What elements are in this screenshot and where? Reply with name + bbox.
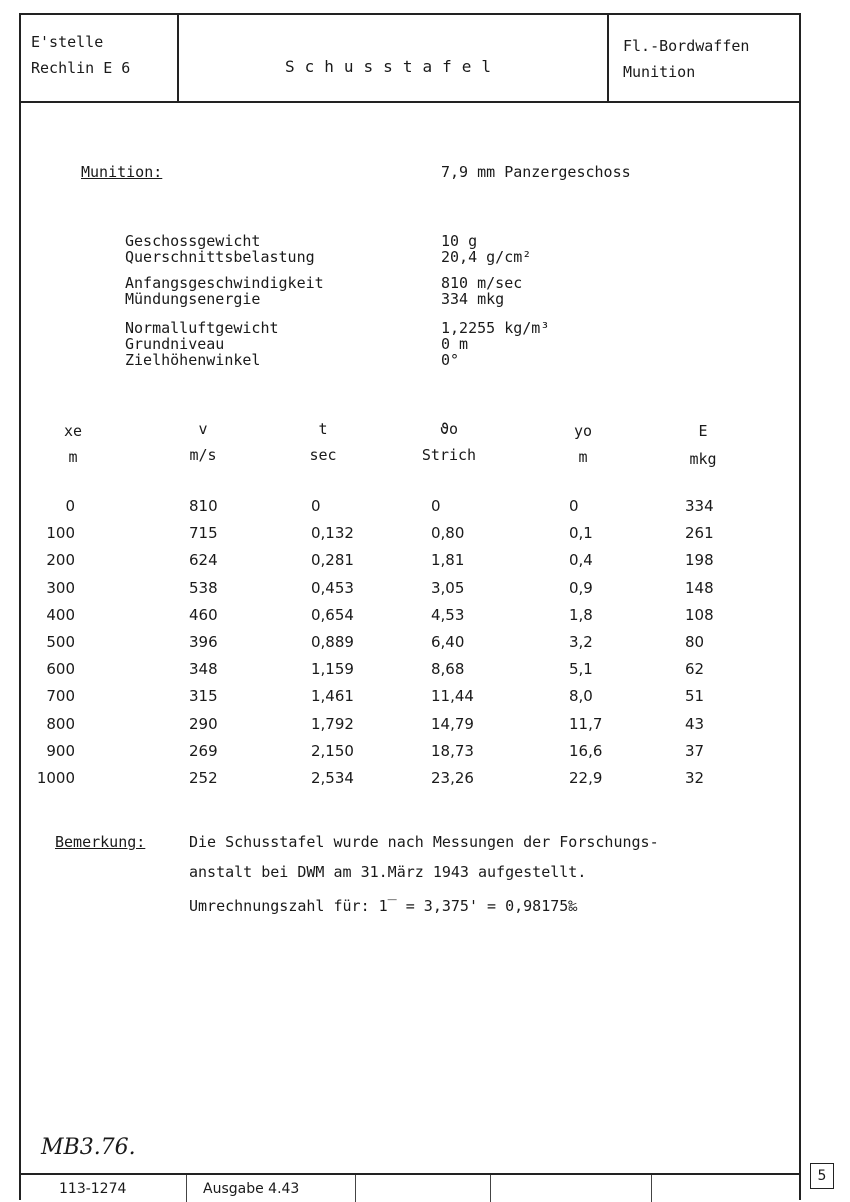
office-cell <box>21 15 179 101</box>
cell-angle: 0,80 <box>431 524 465 542</box>
cell-angle: 0 <box>431 497 441 515</box>
cell-range: 500 <box>46 633 75 651</box>
remarks-line-1: Die Schusstafel wurde nach Messungen der Forschungs- <box>189 833 659 851</box>
cell-time: 2,150 <box>311 742 354 760</box>
cell-height: 0 <box>569 497 579 515</box>
cell-energy: 62 <box>685 660 705 678</box>
document-frame <box>19 13 801 1200</box>
remarks-label: Bemerkung: <box>55 833 146 851</box>
cell-angle: 3,05 <box>431 579 465 597</box>
office-line-1: E'stelle <box>31 33 104 51</box>
cell-energy: 148 <box>685 579 714 597</box>
cell-energy: 32 <box>685 769 705 787</box>
spec-label-air-density: Normalluftgewicht <box>125 319 279 337</box>
cell-velocity: 315 <box>189 687 218 705</box>
category-line-2: Munition <box>623 63 696 81</box>
cell-velocity: 396 <box>189 633 218 651</box>
office-line-2: Rechlin E 6 <box>31 59 131 77</box>
spec-label-elevation-angle: Zielhöhenwinkel <box>125 351 261 369</box>
spec-value-air-density: 1,2255 kg/m³ <box>441 319 550 337</box>
cell-height: 1,8 <box>569 606 593 624</box>
cell-range: 600 <box>46 660 75 678</box>
cell-time: 0,281 <box>311 551 354 569</box>
spec-value-muzzle-energy: 334 mkg <box>441 290 505 308</box>
spec-value-muzzle-velocity: 810 m/sec <box>441 274 523 292</box>
cell-time: 1,159 <box>311 660 354 678</box>
spec-value-elevation-angle: 0° <box>441 351 460 369</box>
cell-time: 1,461 <box>311 687 354 705</box>
footer-edition-cell <box>187 1175 356 1202</box>
cell-energy: 80 <box>685 633 705 651</box>
cell-time: 2,534 <box>311 769 354 787</box>
col-symbol-height: yo <box>573 422 593 440</box>
document-footer <box>21 1173 799 1202</box>
page-number: 5 <box>810 1163 834 1189</box>
cell-velocity: 290 <box>189 715 218 733</box>
cell-time: 0,889 <box>311 633 354 651</box>
cell-angle: 11,44 <box>431 687 474 705</box>
cell-velocity: 810 <box>189 497 218 515</box>
cell-energy: 37 <box>685 742 705 760</box>
col-unit-time: sec <box>309 446 337 464</box>
cell-time: 0,132 <box>311 524 354 542</box>
col-symbol-energy: E <box>698 422 708 440</box>
ammunition-label: Munition: <box>81 163 163 181</box>
cell-time: 0 <box>311 497 321 515</box>
cell-range: 400 <box>46 606 75 624</box>
cell-energy: 198 <box>685 551 714 569</box>
footer-cell-4 <box>491 1175 652 1202</box>
col-unit-angle: Strich <box>421 446 477 464</box>
remarks-line-2: anstalt bei DWM am 31.März 1943 aufgestellt. <box>189 863 587 881</box>
cell-height: 8,0 <box>569 687 593 705</box>
col-unit-energy: mkg <box>689 450 717 468</box>
cell-range: 200 <box>46 551 75 569</box>
cell-height: 3,2 <box>569 633 593 651</box>
cell-range: 300 <box>46 579 75 597</box>
category-cell <box>609 15 799 101</box>
footer-cell-3 <box>356 1175 491 1202</box>
cell-time: 0,654 <box>311 606 354 624</box>
cell-angle: 18,73 <box>431 742 474 760</box>
document-header <box>21 15 799 103</box>
col-unit-range: m <box>68 448 78 466</box>
col-symbol-range: xe <box>63 422 83 440</box>
cell-angle: 1,81 <box>431 551 465 569</box>
cell-velocity: 252 <box>189 769 218 787</box>
cell-energy: 334 <box>685 497 714 515</box>
title-cell <box>179 15 609 101</box>
cell-height: 5,1 <box>569 660 593 678</box>
cell-angle: 4,53 <box>431 606 465 624</box>
spec-value-sectional-density: 20,4 g/cm² <box>441 248 532 266</box>
handwritten-signature: MB3.76. <box>41 1135 136 1160</box>
cell-height: 0,1 <box>569 524 593 542</box>
col-symbol-angle: ϑo <box>439 420 459 438</box>
cell-time: 0,453 <box>311 579 354 597</box>
cell-range: 100 <box>46 524 75 542</box>
cell-energy: 51 <box>685 687 705 705</box>
cell-height: 0,4 <box>569 551 593 569</box>
cell-angle: 6,40 <box>431 633 465 651</box>
ammunition-value: 7,9 mm Panzergeschoss <box>441 163 631 181</box>
cell-energy: 261 <box>685 524 714 542</box>
cell-range: 700 <box>46 687 75 705</box>
col-symbol-velocity: v <box>198 420 208 438</box>
cell-range: 0 <box>65 497 75 515</box>
cell-height: 11,7 <box>569 715 603 733</box>
footer-edition: Ausgabe 4.43 <box>203 1181 300 1197</box>
cell-range: 800 <box>46 715 75 733</box>
col-unit-velocity: m/s <box>189 446 217 464</box>
cell-height: 16,6 <box>569 742 603 760</box>
spec-label-muzzle-energy: Mündungsenergie <box>125 290 261 308</box>
category-line-1: Fl.-Bordwaffen <box>623 37 750 55</box>
cell-velocity: 269 <box>189 742 218 760</box>
spec-label-ground-level: Grundniveau <box>125 335 225 353</box>
cell-angle: 8,68 <box>431 660 465 678</box>
cell-height: 0,9 <box>569 579 593 597</box>
cell-velocity: 460 <box>189 606 218 624</box>
cell-energy: 43 <box>685 715 705 733</box>
remarks-line-3: Umrechnungszahl für: 1‾ = 3,375' = 0,98175‰ <box>189 897 578 915</box>
cell-time: 1,792 <box>311 715 354 733</box>
spec-value-ground-level: 0 m <box>441 335 469 353</box>
cell-range: 1000 <box>36 769 75 787</box>
cell-velocity: 348 <box>189 660 218 678</box>
cell-velocity: 538 <box>189 579 218 597</box>
cell-height: 22,9 <box>569 769 603 787</box>
cell-angle: 14,79 <box>431 715 474 733</box>
footer-doc-number: 113-1274 <box>59 1181 127 1197</box>
col-symbol-time: t <box>318 420 328 438</box>
col-unit-height: m <box>578 448 588 466</box>
category-block <box>623 33 749 85</box>
spec-value-weight: 10 g <box>441 232 478 250</box>
footer-doc-number-cell <box>21 1175 187 1202</box>
cell-velocity: 715 <box>189 524 218 542</box>
cell-velocity: 624 <box>189 551 218 569</box>
spec-label-weight: Geschossgewicht <box>125 232 261 250</box>
cell-angle: 23,26 <box>431 769 474 787</box>
spec-label-sectional-density: Querschnittsbelastung <box>125 248 315 266</box>
spec-label-muzzle-velocity: Anfangsgeschwindigkeit <box>125 274 324 292</box>
cell-energy: 108 <box>685 606 714 624</box>
office-block <box>31 29 130 81</box>
document-title: Schusstafel <box>285 57 501 76</box>
cell-range: 900 <box>46 742 75 760</box>
